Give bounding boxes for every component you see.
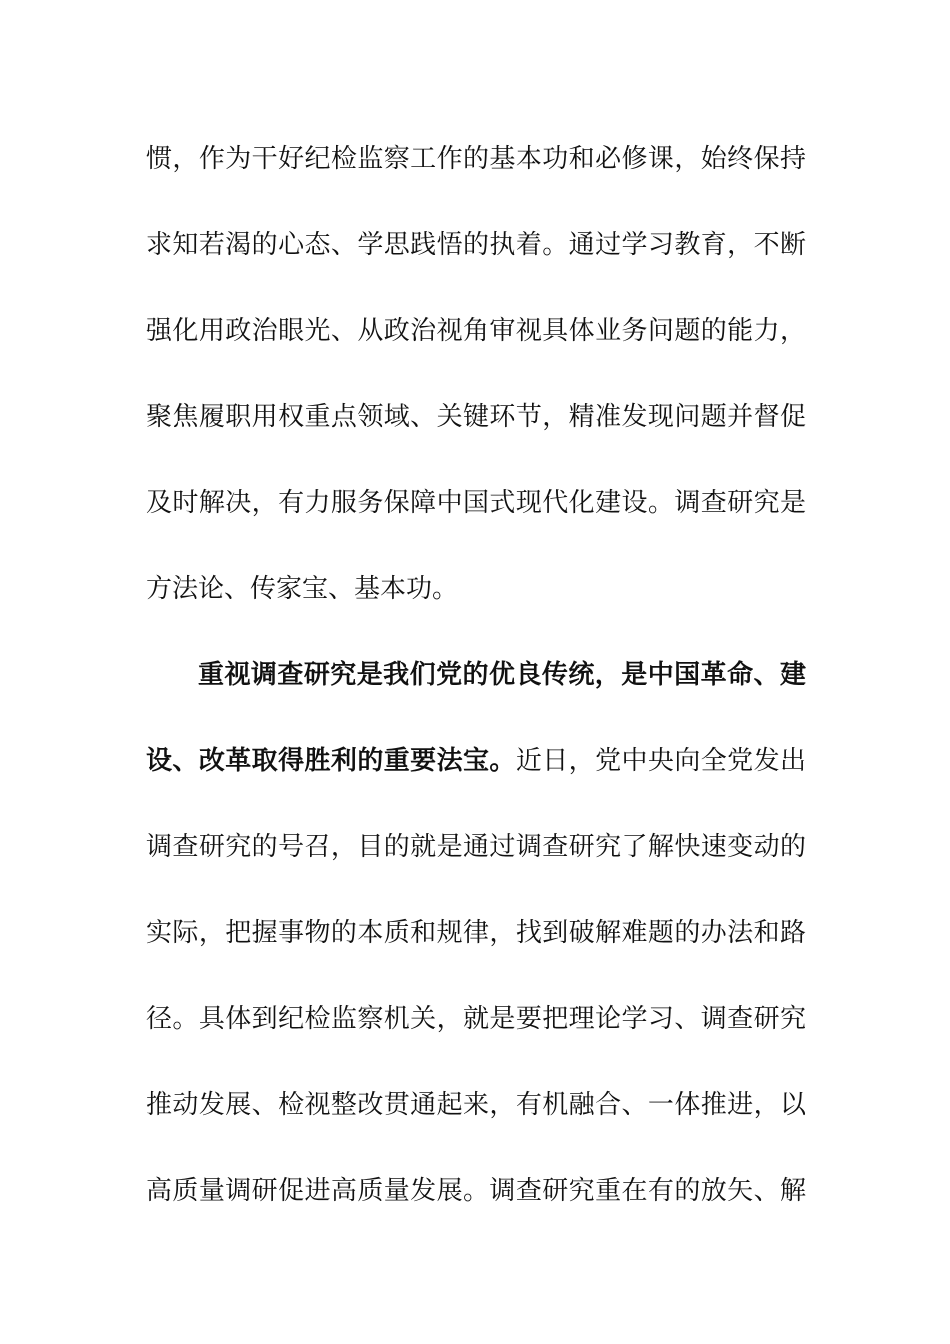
- paragraph-1-line-1: 惯，作为干好纪检监察工作的基本功和必修课，始终保持: [146, 144, 806, 174]
- paragraph-2-heading-line-1: 重视调查研究是我们党的优良传统，是中国革命、建: [198, 660, 806, 690]
- paragraph-1-line-2: 求知若渴的心态、学思践悟的执着。通过学习教育，不断: [146, 230, 806, 260]
- paragraph-2-line-6: 推动发展、检视整改贯通起来，有机融合、一体推进，以: [146, 1090, 806, 1120]
- paragraph-2-heading-line-2: 设、改革取得胜利的重要法宝。: [146, 746, 516, 776]
- paragraph-1-line-4: 聚焦履职用权重点领域、关键环节，精准发现问题并督促: [146, 402, 806, 432]
- paragraph-2-line-2: [146, 741, 806, 781]
- paragraph-2-line-2-rest: 近日，党中央向全党发出: [515, 746, 806, 776]
- paragraph-1-line-6: 方法论、传家宝、基本功。: [146, 574, 459, 604]
- paragraph-2-line-7: 高质量调研促进高质量发展。调查研究重在有的放矢、解: [146, 1176, 806, 1206]
- paragraph-1-line-3: 强化用政治眼光、从政治视角审视具体业务问题的能力，: [146, 316, 806, 346]
- paragraph-1-line-5: 及时解决，有力服务保障中国式现代化建设。调查研究是: [146, 488, 806, 518]
- paragraph-2-line-5: 径。具体到纪检监察机关，就是要把理论学习、调查研究: [146, 1004, 806, 1034]
- paragraph-2-line-3: 调查研究的号召，目的就是通过调查研究了解快速变动的: [146, 832, 806, 862]
- paragraph-2-line-4: 实际，把握事物的本质和规律，找到破解难题的办法和路: [146, 918, 806, 948]
